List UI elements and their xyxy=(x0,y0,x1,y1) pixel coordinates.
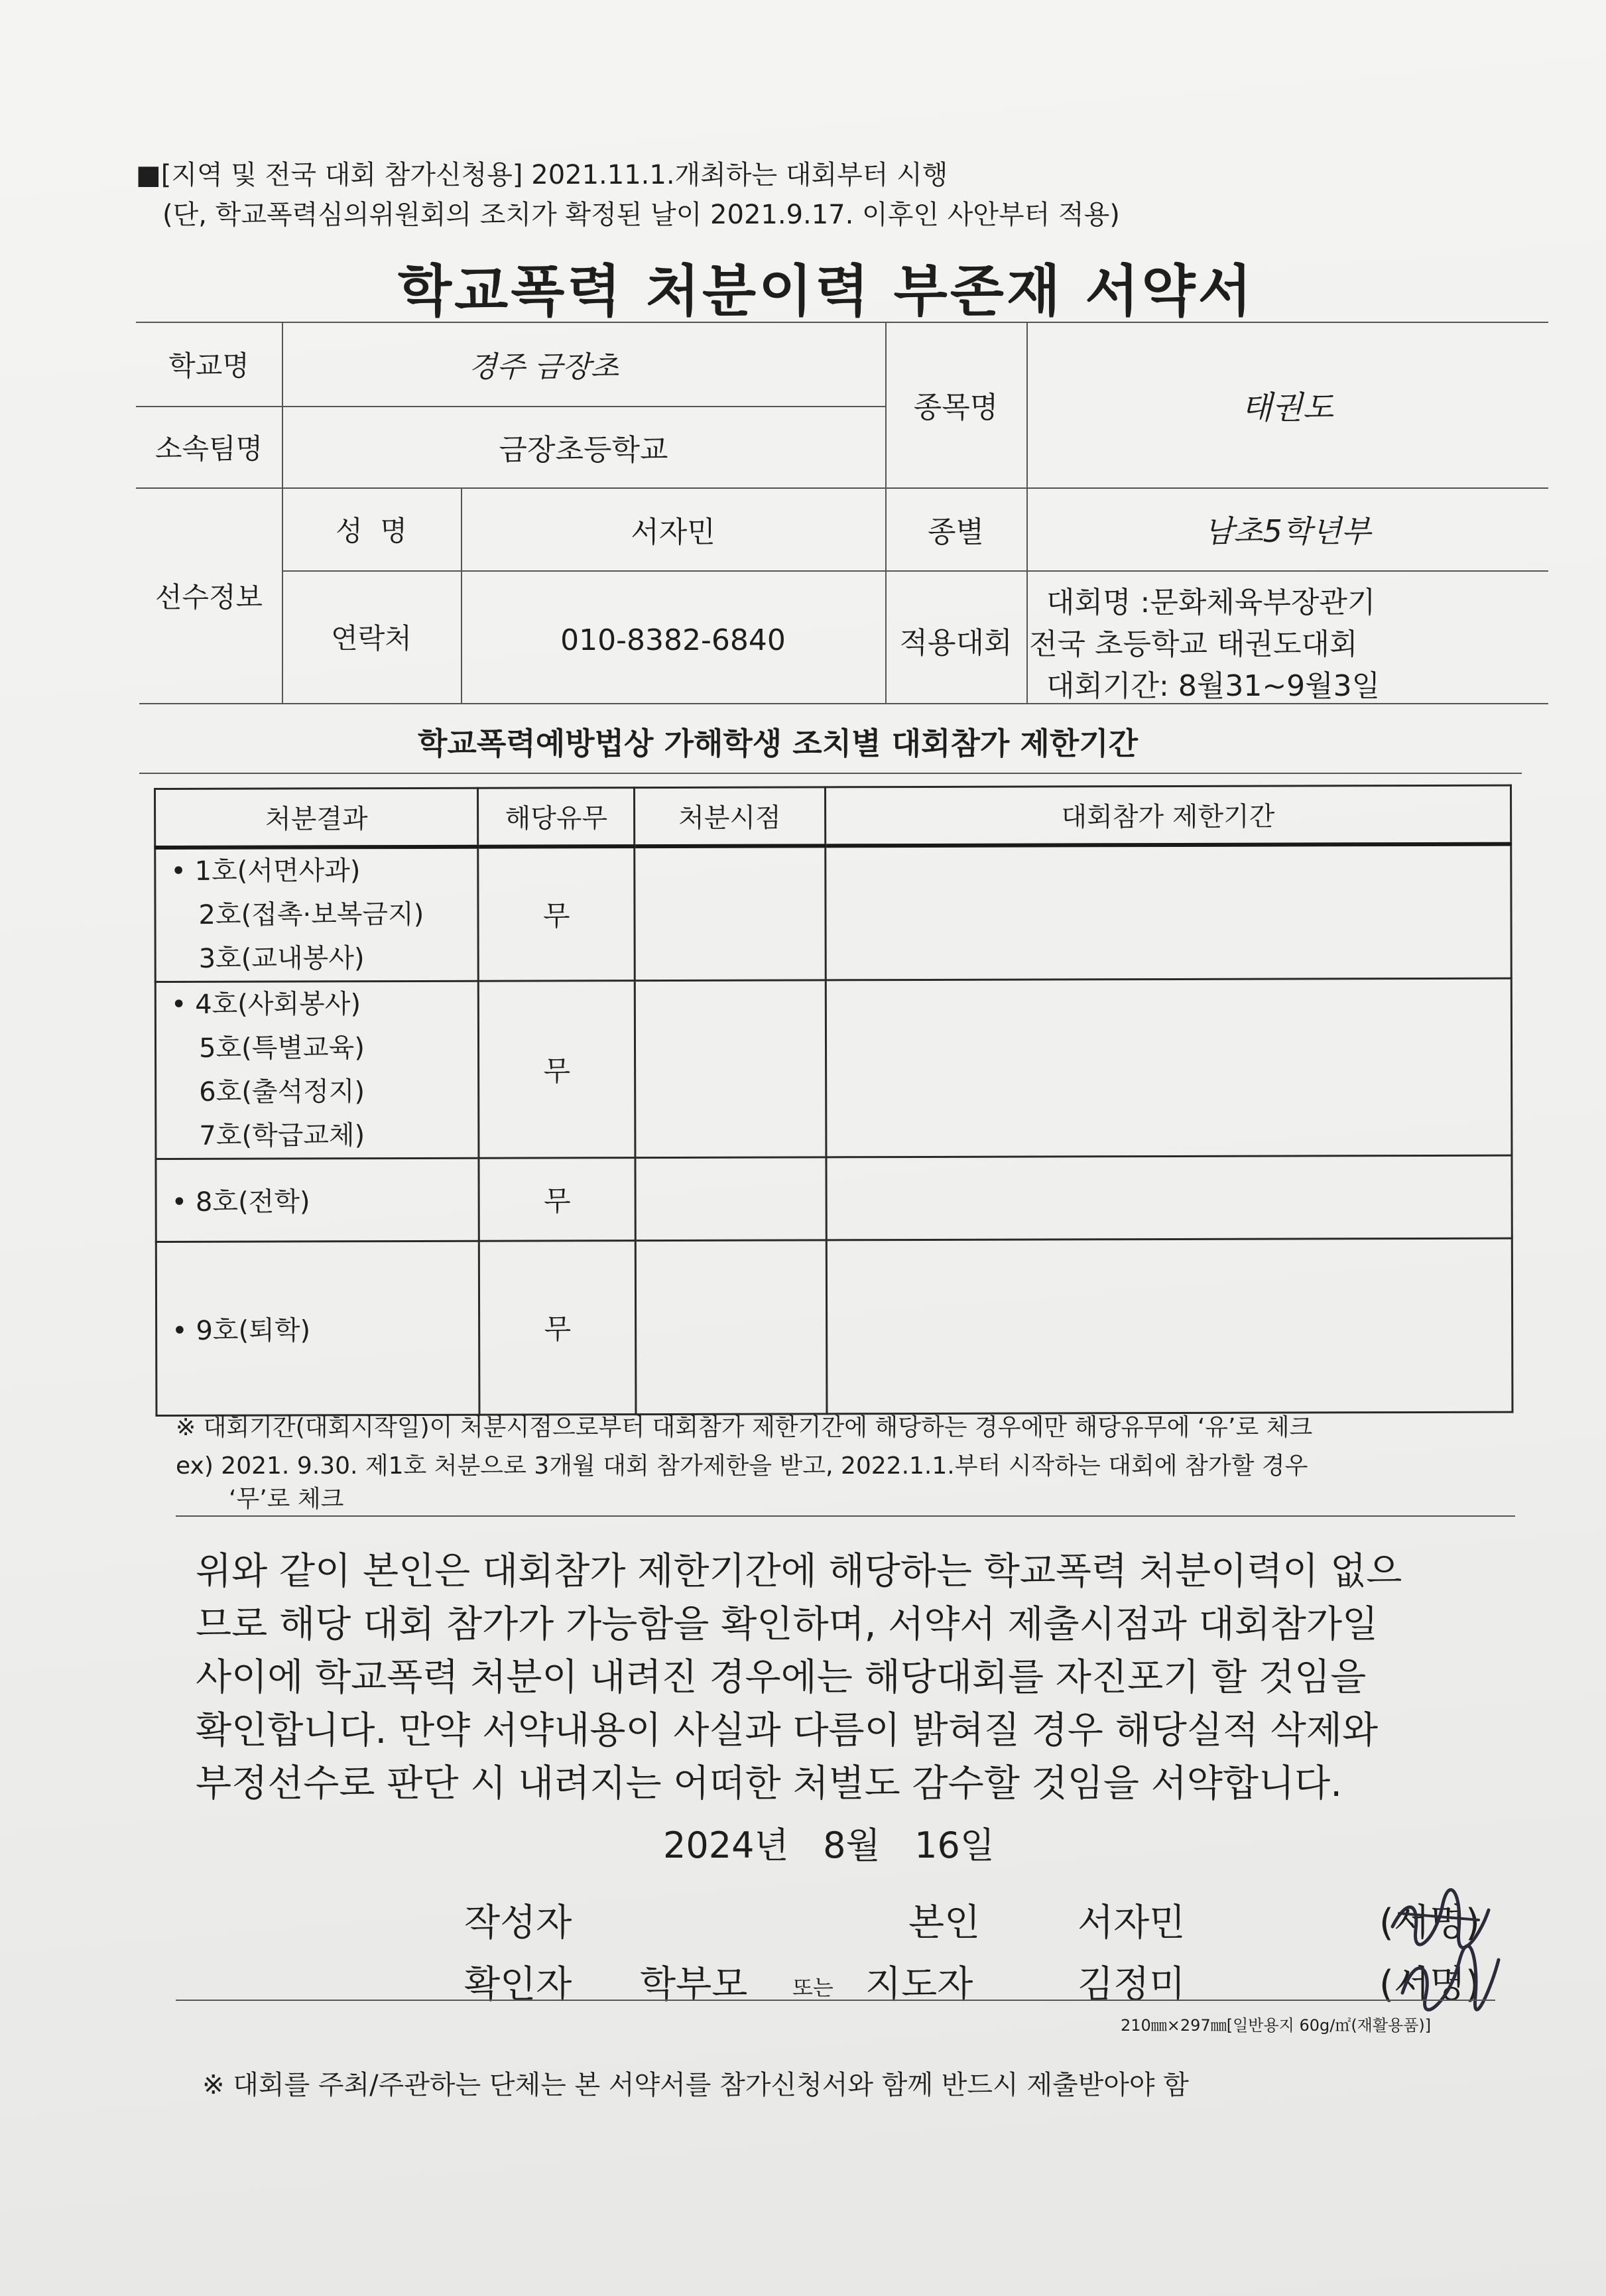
time-cell xyxy=(635,1157,826,1240)
time-cell xyxy=(635,846,826,980)
header-applicable: 해당유무 xyxy=(478,788,635,847)
result-item: 3호(교내봉사) xyxy=(198,942,365,974)
applicable-cell: 무 xyxy=(478,846,635,981)
document-title: 학교폭력 처분이력 부존재 서약서 xyxy=(398,259,1255,324)
restriction-header-row xyxy=(155,785,1511,847)
result-item: 7호(학급교체) xyxy=(199,1119,365,1151)
table-row xyxy=(155,978,1512,1159)
period-cell xyxy=(826,1155,1513,1240)
writer-role: 본인 xyxy=(908,1901,981,1945)
result-item: • 4호(사회봉사) xyxy=(170,988,361,1020)
signature-rule xyxy=(176,2000,1495,2001)
header-result: 처분결과 xyxy=(155,788,479,847)
note-line-1: ※ 대회기간(대회시작일)이 처분시점으로부터 대회참가 제한기간에 해당하는 경우에만 해당유무에 ‘유’로 체크 xyxy=(176,1414,1313,1441)
time-cell xyxy=(635,980,826,1157)
confirmer-signature-slot: (서명) xyxy=(1379,1963,1480,2006)
writer-name: 서자민 xyxy=(1078,1901,1186,1945)
writer-signature-slot: (서명) xyxy=(1379,1901,1480,1945)
period-cell xyxy=(825,844,1511,980)
pledge-line-4: 확인합니다. 만약 서약내용이 사실과 다름이 밝혀질 경우 해당실적 삭제와 xyxy=(196,1709,1379,1752)
result-item: • 1호(서면사과) xyxy=(170,855,361,887)
competition-line-3: 대회기간: 8월31~9월3일 xyxy=(1046,669,1381,703)
restriction-title-rule xyxy=(139,773,1522,774)
confirmer-role-parent: 학부모 xyxy=(640,1963,748,2006)
applicable-cell: 무 xyxy=(479,1240,636,1415)
restriction-title: 학교폭력예방법상 가해학생 조치별 대회참가 제한기간 xyxy=(418,726,1139,761)
result-item: 5호(특별교육) xyxy=(198,1032,365,1064)
footer-note: ※ 대회를 주최/주관하는 단체는 본 서약서를 참가신청서와 함께 반드시 제출받아야 함 xyxy=(202,2070,1189,2100)
pledge-line-1: 위와 같이 본인은 대회참가 제한기간에 해당하는 학교폭력 처분이력이 없으 xyxy=(196,1550,1402,1593)
info-rule-name xyxy=(282,570,1548,572)
competition-label: 적용대회 xyxy=(899,626,1013,660)
notice-line-1: ■[지역 및 전국 대회 참가신청용] 2021.11.1.개최하는 대회부터 시행 xyxy=(136,160,948,190)
pledge-line-2: 므로 해당 대회 참가가 가능함을 확인하며, 서약서 제출시점과 대회참가일 xyxy=(196,1603,1379,1646)
writer-label: 작성자 xyxy=(464,1901,572,1945)
player-info-label: 선수정보 xyxy=(154,580,263,613)
result-cell xyxy=(156,1158,479,1242)
table-row xyxy=(156,1155,1512,1242)
competition-line-1: 대회명 :문화체육부장관기 xyxy=(1046,586,1376,619)
pledge-line-3: 사이에 학교폭력 처분이 내려진 경우에는 해당대회를 자진포기 할 것임을 xyxy=(196,1656,1367,1699)
result-cell xyxy=(156,1241,479,1415)
note-line-3: ‘무’로 체크 xyxy=(229,1486,344,1513)
table-row xyxy=(156,1238,1513,1415)
period-cell xyxy=(826,1238,1513,1414)
time-cell xyxy=(635,1240,826,1414)
name-label: 성 명 xyxy=(336,514,407,547)
restriction-table xyxy=(154,785,1513,1417)
period-cell xyxy=(826,978,1512,1157)
team-value: 금장초등학교 xyxy=(499,432,668,467)
confirmer-label: 확인자 xyxy=(464,1963,572,2006)
division-value: 남초5학년부 xyxy=(1204,513,1371,549)
division-label: 종별 xyxy=(927,515,984,549)
paper-spec: 210㎜×297㎜[일반용지 60g/㎡(재활용품)] xyxy=(1121,2016,1432,2035)
confirmer-handwritten-signature xyxy=(1386,1940,1505,2013)
header-time: 처분시점 xyxy=(635,787,826,846)
notice-line-2: (단, 학교폭력심의위원회의 조치가 확정된 날이 2021.9.17. 이후인 사안부터 적용) xyxy=(162,200,1120,230)
result-item: 6호(출석정지) xyxy=(199,1076,365,1108)
contact-label: 연락처 xyxy=(331,622,412,655)
confirmer-or: 또는 xyxy=(792,1975,834,2000)
confirmer-role-coach: 지도자 xyxy=(865,1963,973,2006)
result-item: • 9호(퇴학) xyxy=(172,1314,311,1346)
team-label: 소속팀명 xyxy=(154,432,263,465)
pledge-date: 2024년 8월 16일 xyxy=(663,1824,995,1866)
competition-line-2: 전국 초등학교 태권도대회 xyxy=(1029,627,1358,661)
result-cell xyxy=(155,846,479,982)
school-label: 학교명 xyxy=(168,349,249,382)
school-value: 경주 금장초 xyxy=(468,350,619,384)
result-item: 2호(접촉·보복금지) xyxy=(198,899,424,930)
result-item: • 8호(전학) xyxy=(171,1186,310,1218)
result-cell xyxy=(155,981,479,1159)
pledge-line-5: 부정선수로 판단 시 내려지는 어떠한 처벌도 감수할 것임을 서약합니다. xyxy=(196,1762,1342,1805)
header-period: 대회참가 제한기간 xyxy=(825,785,1511,846)
note-line-2: ex) 2021. 9.30. 제1호 처분으로 3개월 대회 참가제한을 받고, 2022.1.1.부터 시작하는 대회에 참가할 경우 xyxy=(176,1452,1308,1480)
event-value: 태권도 xyxy=(1241,389,1334,426)
event-label: 종목명 xyxy=(913,391,999,424)
applicable-cell: 무 xyxy=(479,1157,635,1241)
applicable-cell: 무 xyxy=(479,980,635,1158)
contact-value: 010-8382-6840 xyxy=(560,623,786,657)
table-row xyxy=(155,844,1512,982)
confirmer-name: 김정미 xyxy=(1078,1963,1186,2006)
name-value: 서자민 xyxy=(631,515,715,549)
notes-rule xyxy=(176,1515,1515,1517)
